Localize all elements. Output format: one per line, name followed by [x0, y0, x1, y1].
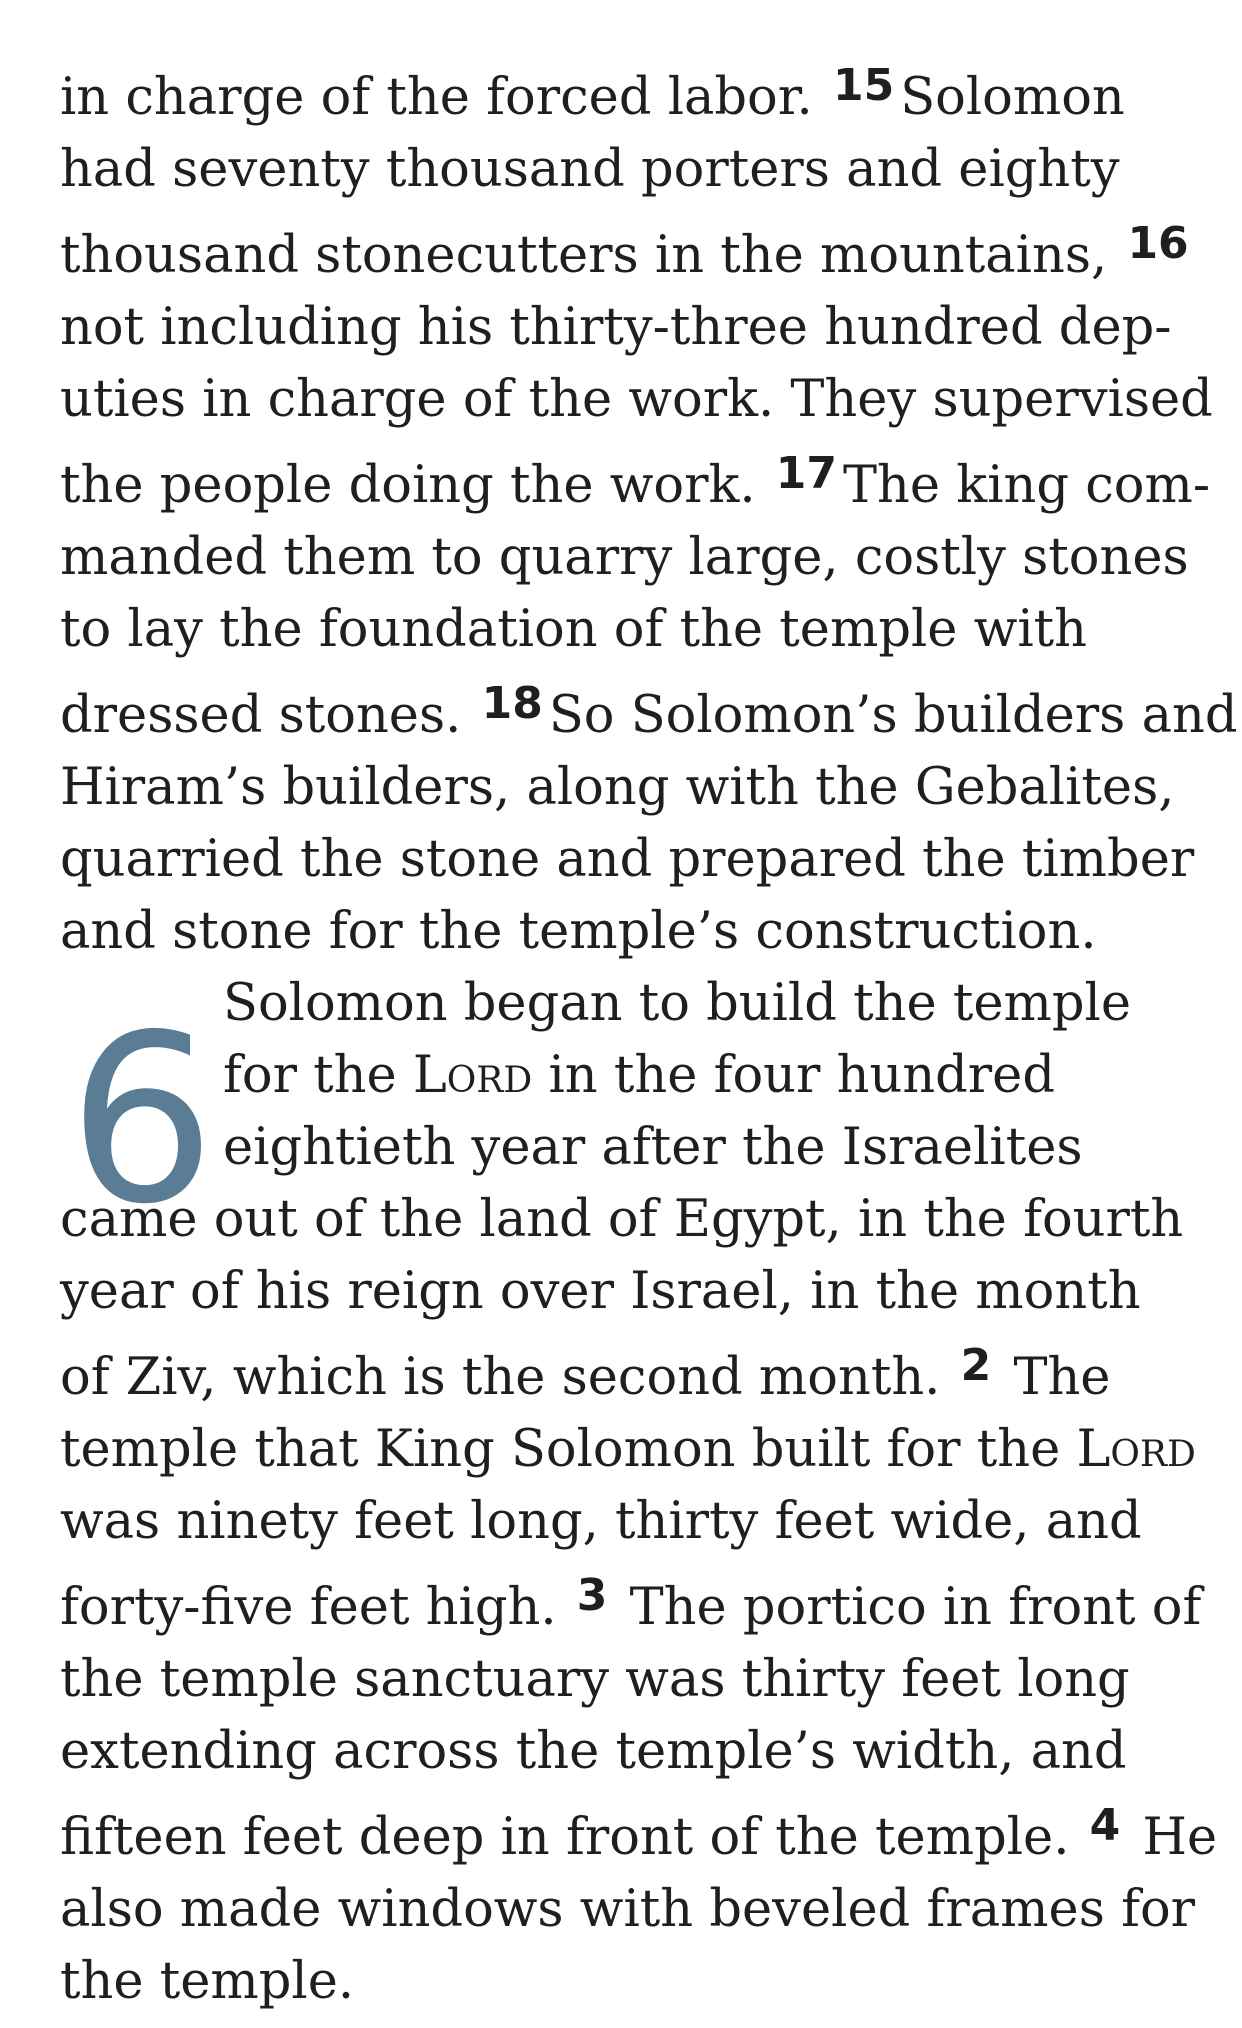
- text-line: and stone for the temple’s construction.: [60, 902, 1097, 961]
- verse-number: 15: [832, 60, 895, 111]
- verse-number: 2: [960, 1340, 992, 1391]
- text-line: manded them to quarry large, costly stones: [60, 528, 1189, 587]
- text-line: the people doing the work. 17 The king com-: [60, 448, 1211, 515]
- lord-small-caps: Lord: [412, 1046, 533, 1105]
- lord-small-caps: Lord: [1076, 1420, 1196, 1479]
- text-line: Hiram’s builders, along with the Gebalites,: [60, 758, 1175, 817]
- text-line: also made windows with beveled frames for: [60, 1880, 1196, 1939]
- text-line: eightieth year after the Israelites: [223, 1118, 1083, 1177]
- text-line: Solomon began to build the temple: [223, 974, 1132, 1033]
- text-line: in charge of the forced labor. 15 Solomon: [60, 60, 1125, 127]
- text-line: quarried the stone and prepared the timber: [60, 830, 1195, 889]
- text-line: came out of the land of Egypt, in the fourth: [60, 1190, 1184, 1249]
- text-line: extending across the temple’s width, and: [60, 1722, 1127, 1781]
- reader-text: [60, 60, 1238, 2018]
- text-line: temple that King Solomon built for the Lord: [60, 1420, 1196, 1479]
- chapter-6-text: [60, 968, 1218, 2018]
- verses-15-18: [60, 60, 1238, 968]
- text-line: year of his reign over Israel, in the month: [60, 1262, 1141, 1321]
- text-line: of Ziv, which is the second month. 2 The: [60, 1340, 1111, 1407]
- text-line: for the Lord in the four hundred: [223, 1046, 1056, 1105]
- text-line: thousand stonecutters in the mountains, 16: [60, 218, 1189, 285]
- verse-number: 18: [481, 678, 543, 729]
- text-line: the temple.: [60, 1952, 355, 2011]
- verse-number: 3: [576, 1570, 608, 1621]
- chapter-drop-cap: 6: [68, 985, 216, 1255]
- text-line: forty-five feet high. 3 The portico in front of: [60, 1570, 1202, 1637]
- text-line: not including his thirty-three hundred dep-: [60, 298, 1172, 357]
- verse-number: 17: [775, 448, 838, 499]
- text-line: fifteen feet deep in front of the temple. 4 He: [60, 1800, 1218, 1867]
- text-line: was ninety feet long, thirty feet wide, and: [60, 1492, 1142, 1551]
- text-line: to lay the foundation of the temple with: [60, 600, 1087, 659]
- verse-number: 4: [1089, 1800, 1121, 1851]
- text-line: uties in charge of the work. They supervised: [60, 370, 1213, 429]
- text-line: had seventy thousand porters and eighty: [60, 140, 1120, 199]
- verse-number: 16: [1127, 218, 1189, 269]
- text-line: the temple sanctuary was thirty feet long: [60, 1650, 1130, 1709]
- text-line: dressed stones. 18 So Solomon’s builders and: [60, 678, 1238, 745]
